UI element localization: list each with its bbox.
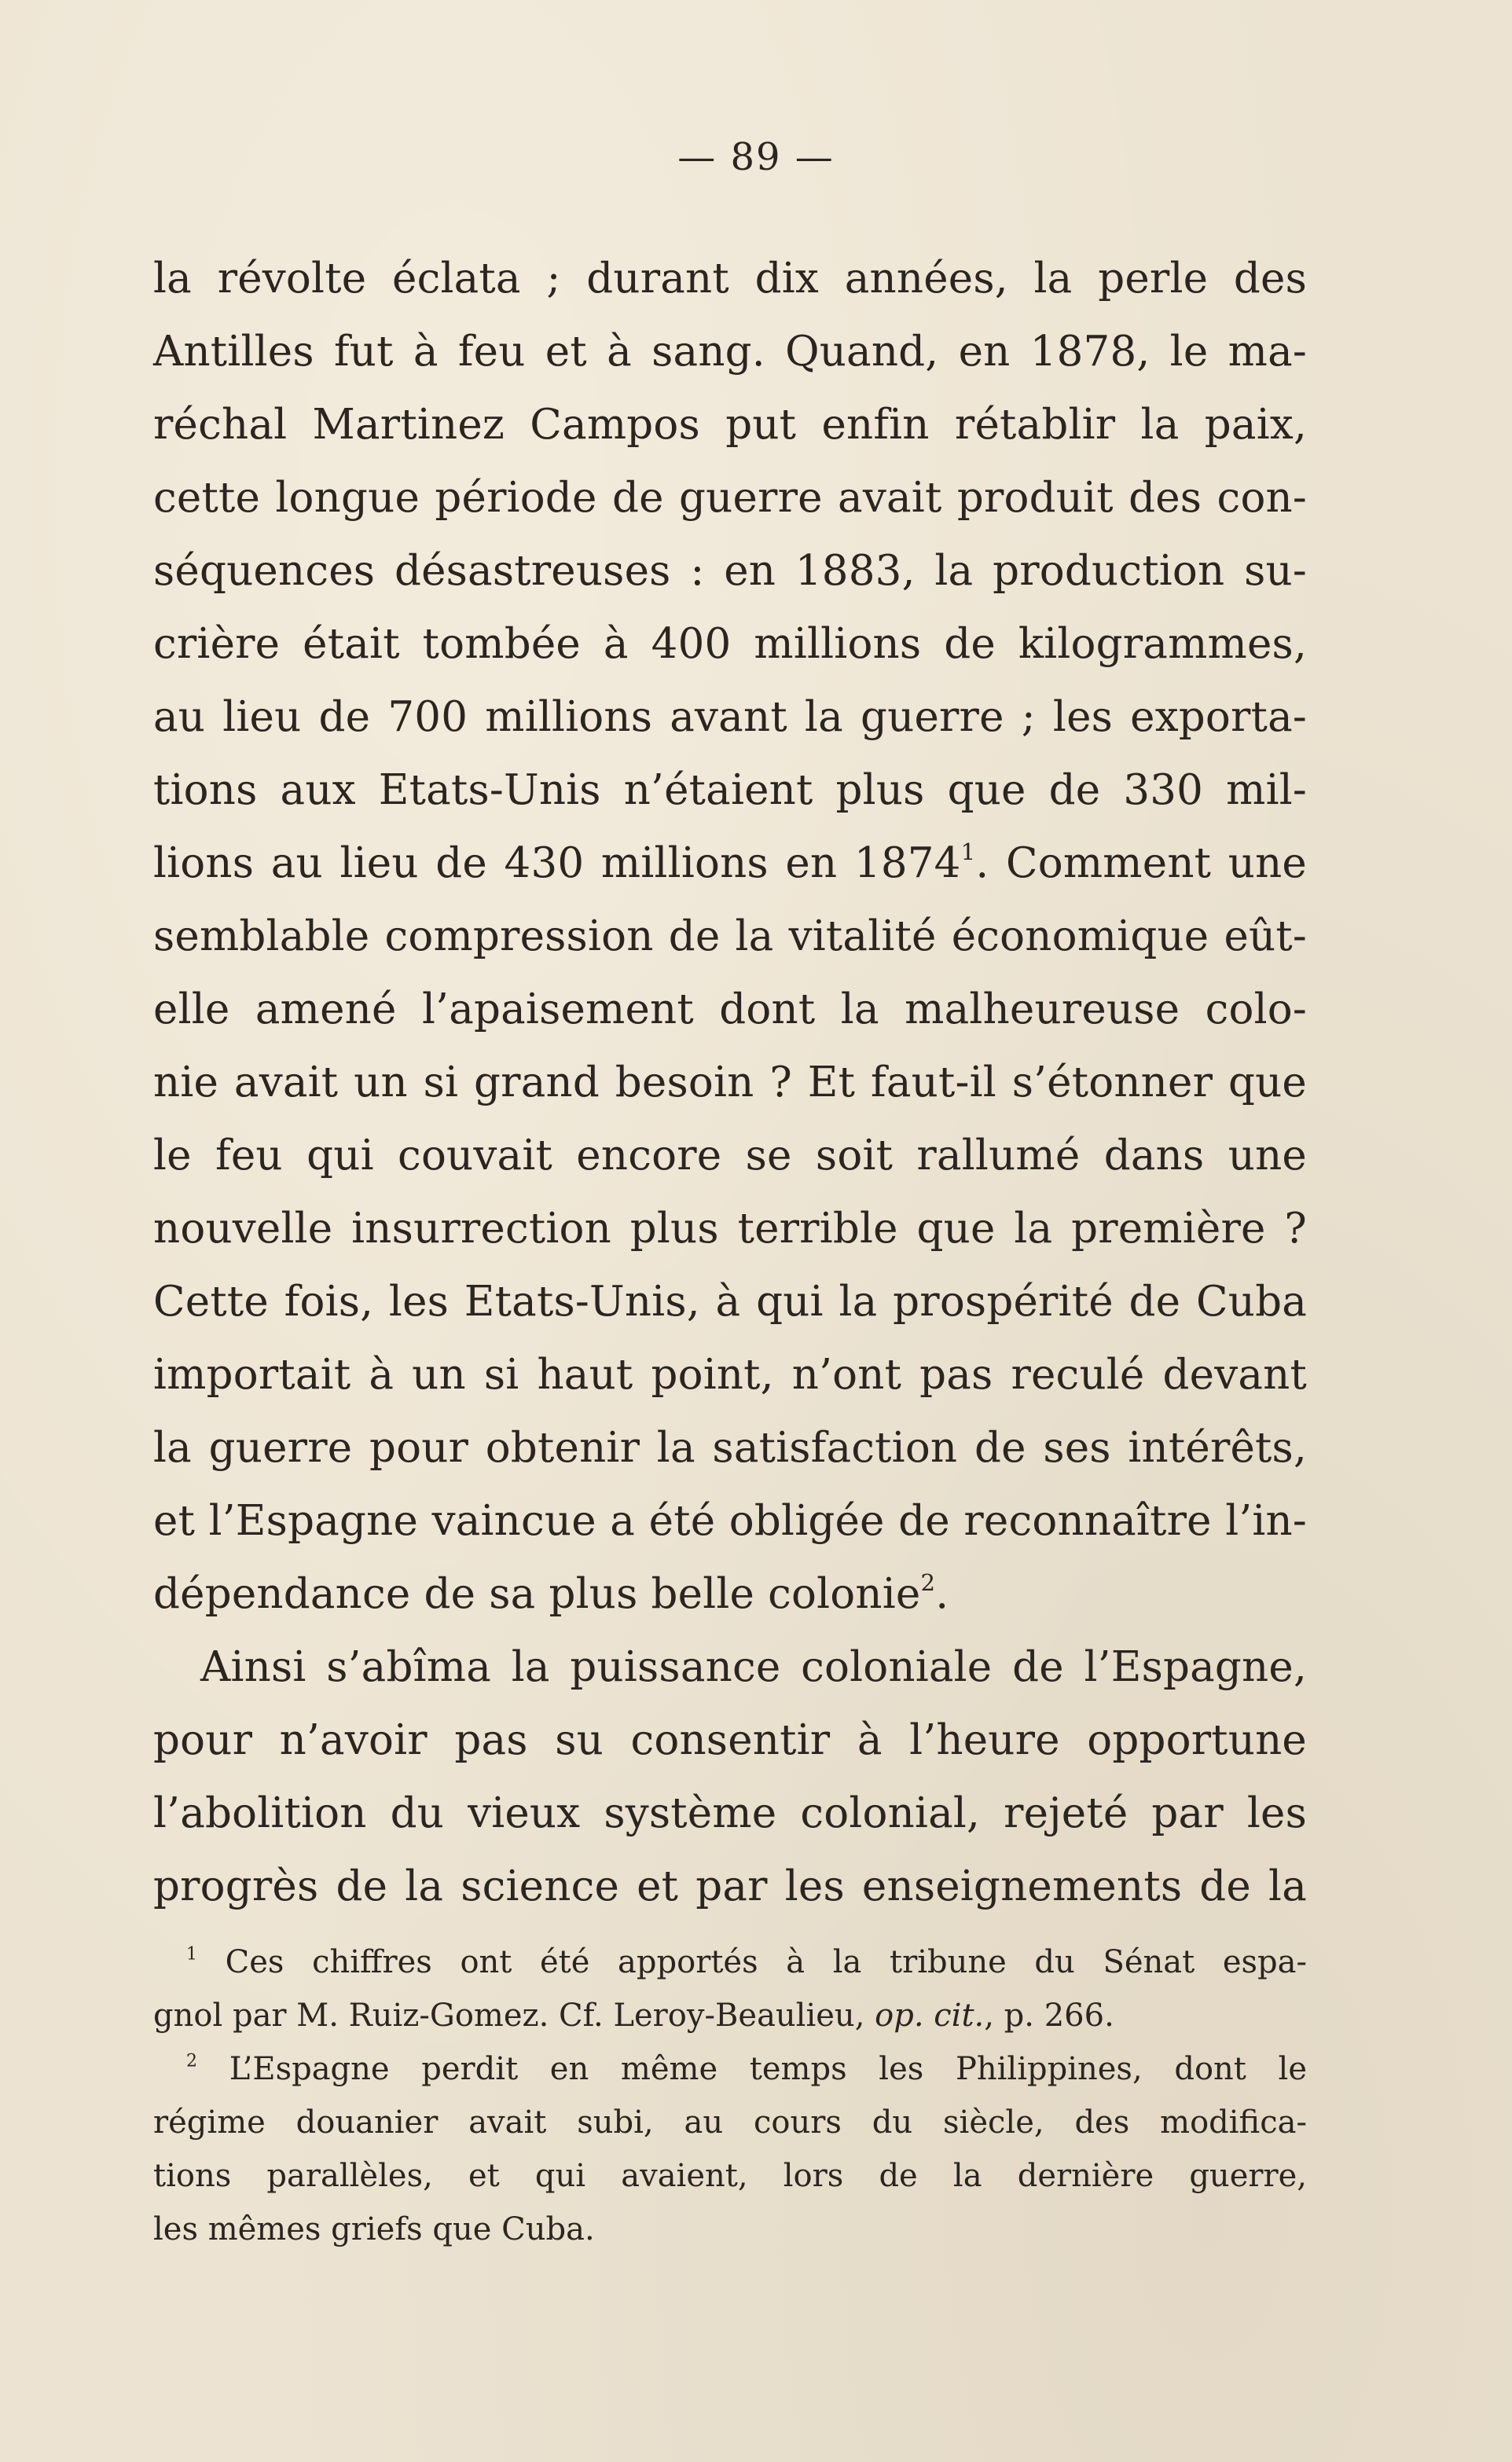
footnote-text: Ces chiffres ont été apportés à la tribune du Sénat espa- xyxy=(225,1944,1308,1980)
footnote-line xyxy=(153,1989,1307,2042)
text-line: semblable compression de la vitalité économique eût- xyxy=(153,912,1307,960)
footnote-text: , p. 266. xyxy=(984,1998,1114,2034)
text-segment: . xyxy=(935,1570,949,1618)
text-line: et l’Espagne vaincue a été obligée de reconnaître l’in- xyxy=(153,1497,1307,1545)
text-line xyxy=(153,827,1307,900)
text-segment: lions au lieu de 430 millions en 1874 xyxy=(153,839,961,887)
text-line: la révolte éclata ; durant dix années, la perle des xyxy=(153,255,1307,303)
text-line: nouvelle insurrection plus terrible que la première ? xyxy=(153,1205,1307,1253)
footnotes xyxy=(153,1935,1307,2256)
text-line: la guerre pour obtenir la satisfaction de ses intérêts, xyxy=(153,1424,1307,1472)
text-line: au lieu de 700 millions avant la guerre ; les exporta- xyxy=(153,693,1307,741)
text-line: cette longue période de guerre avait produit des con- xyxy=(153,474,1307,522)
footnote-line: tions parallèles, et qui avaient, lors de la dernière guerre, xyxy=(153,2158,1307,2194)
text-line: le feu qui couvait encore se soit rallumé dans une xyxy=(153,1132,1307,1180)
footnote-ref-1[interactable]: 1 xyxy=(960,838,976,866)
text-line: Antilles fut à feu et à sang. Quand, en 1878, le ma- xyxy=(153,328,1307,376)
text-line: crière était tombée à 400 millions de kilogrammes, xyxy=(153,620,1307,668)
text-line: pour n’avoir pas su consentir à l’heure opportune xyxy=(153,1716,1307,1764)
footnote-line: les mêmes griefs que Cuba. xyxy=(153,2211,595,2247)
footnote-marker: 1 xyxy=(186,1944,197,1965)
text-line xyxy=(153,1558,1307,1631)
text-segment: dépendance de sa plus belle colonie xyxy=(153,1570,921,1618)
text-segment: . Comment une xyxy=(975,839,1307,887)
text-line: progrès de la science et par les enseignements de la xyxy=(153,1862,1307,1910)
text-line: réchal Martinez Campos put enfin rétablir la paix, xyxy=(153,401,1307,449)
footnote-1 xyxy=(153,1935,1307,1989)
footnote-marker: 2 xyxy=(186,2051,197,2071)
footnote-text: gnol par M. Ruiz-Gomez. Cf. Leroy-Beaulieu, xyxy=(153,1998,865,2034)
text-line: importait à un si haut point, n’ont pas reculé devant xyxy=(153,1351,1307,1399)
text-line: nie avait un si grand besoin ? Et faut-il s’étonner que xyxy=(153,1059,1307,1106)
page-number: — 89 — xyxy=(677,135,835,179)
body-text xyxy=(153,242,1307,1923)
footnote-text: L’Espagne perdit en même temps les Philippines, dont le xyxy=(229,2051,1308,2087)
text-line: elle amené l’apaisement dont la malheureuse colo- xyxy=(153,985,1307,1033)
citation-italic: op. cit. xyxy=(875,1998,985,2034)
footnote-2 xyxy=(153,2042,1307,2096)
footnote-line: régime douanier avait subi, au cours du siècle, des modifica- xyxy=(153,2104,1307,2141)
text-line: l’abolition du vieux système colonial, rejeté par les xyxy=(153,1789,1307,1837)
text-line: Cette fois, les Etats-Unis, à qui la prospérité de Cuba xyxy=(153,1278,1307,1326)
paragraph-start-line: Ainsi s’abîma la puissance coloniale de l’Espagne, xyxy=(200,1643,1307,1691)
text-line: séquences désastreuses : en 1883, la production su- xyxy=(153,547,1307,595)
footnote-ref-2[interactable]: 2 xyxy=(920,1569,936,1597)
text-line: tions aux Etats-Unis n’étaient plus que de 330 mil- xyxy=(153,766,1307,814)
